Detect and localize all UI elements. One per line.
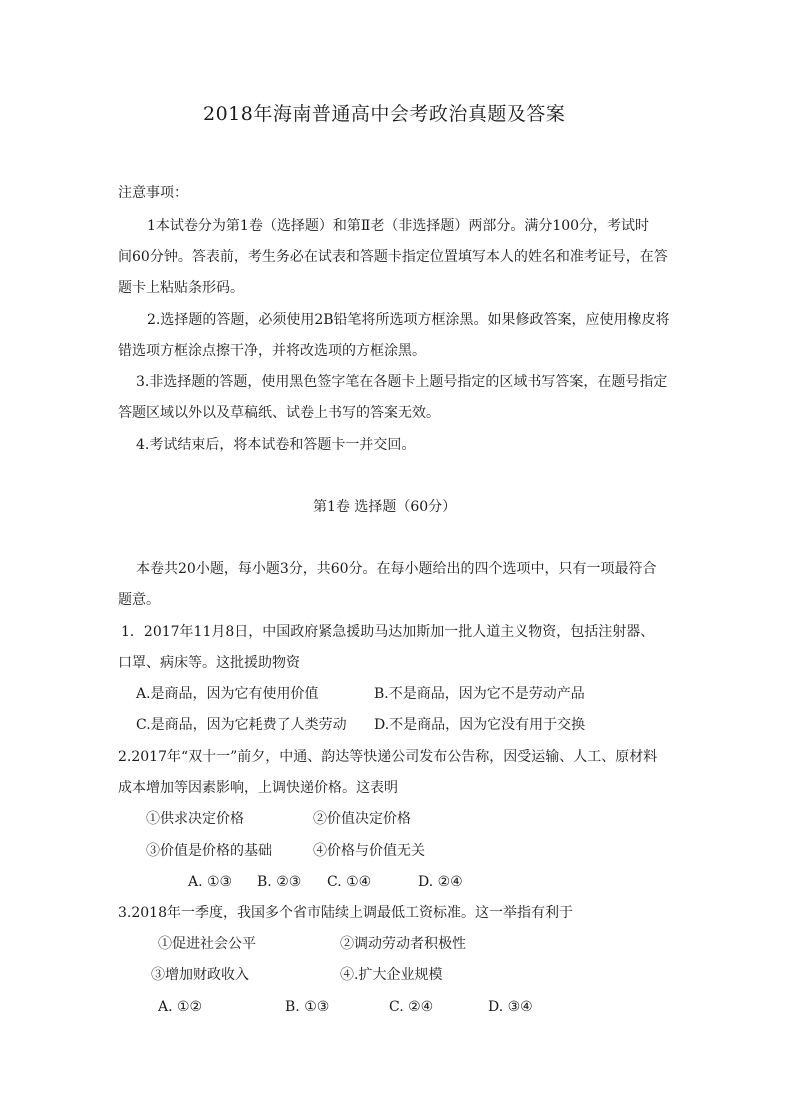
- notice-line: 1本试卷分为第1卷（选择题）和第Ⅱ老（非选择题）两部分。满分100分，考试时: [147, 218, 650, 234]
- page-title: 2018年海南普通高中会考政治真题及答案: [203, 103, 566, 125]
- question-2-option-a: A. ①③: [188, 874, 233, 890]
- notice-line: 答题区域以外以及草稿纸、试卷上书写的答案无效。: [118, 405, 440, 421]
- question-1-option-d: D.不是商品，因为它没有用于交换: [374, 717, 586, 733]
- section-intro: 题意。: [118, 592, 160, 608]
- question-1-option-a: A.是商品，因为它有使用价值: [136, 686, 319, 702]
- section-title: 第1卷 选择题（60分）: [313, 499, 457, 515]
- notice-heading: 注意事项：: [118, 185, 188, 201]
- question-1-option-c: C.是商品，因为它耗费了人类劳动: [136, 717, 347, 733]
- question-1-option-b: B.不是商品，因为它不是劳动产品: [374, 686, 585, 702]
- notice-line: 间60分钟。答表前，考生务必在试表和答题卡指定位置填写本人的姓名和准考证号，在答: [118, 249, 668, 265]
- question-2-stem: 2.2017年“双十一”前夕，中通、韵达等快递公司发布公告称，因受运输、人工、原材料: [118, 749, 658, 765]
- question-2-stem: 成本增加等因素影响，上调快递价格。这表明: [118, 780, 398, 796]
- question-3-option-c: C. ②④: [389, 999, 434, 1015]
- question-3-option-b: B. ①③: [285, 999, 330, 1015]
- question-2-statement-3: ③价值是价格的基础: [146, 843, 272, 859]
- question-1-stem: 口罩、病床等。这批援助物资: [118, 655, 300, 671]
- question-3-stem: 3.2018年一季度，我国多个省市陆续上调最低工资标准。这一举指有利于: [118, 905, 573, 921]
- question-2-option-d: D. ②④: [418, 874, 463, 890]
- question-2-option-c: C. ①④: [327, 874, 372, 890]
- question-2-statement-2: ②价值决定价格: [313, 811, 411, 827]
- notice-line: 题卡上粘贴条形码。: [118, 280, 244, 296]
- question-3-statement-2: ②调动劳动者积极性: [340, 936, 466, 952]
- question-2-statement-4: ④价格与价值无关: [313, 843, 425, 859]
- section-intro: 本卷共20小题，每小题3分，共60分。在每小题给出的四个选项中，只有一项最符合: [136, 561, 657, 577]
- question-3-option-a: A. ①②: [158, 999, 203, 1015]
- question-3-statement-3: ③增加财政收入: [151, 967, 249, 983]
- question-1-stem: 1．2017年11月8日，中国政府紧急援助马达加斯加一批人道主义物资，包括注射器、: [121, 624, 655, 640]
- question-3-statement-1: ①促进社会公平: [158, 936, 256, 952]
- question-3-option-d: D. ③④: [488, 999, 533, 1015]
- notice-line: 4.考试结束后，将本试卷和答题卡一并交回。: [136, 437, 416, 453]
- notice-line: 3.非选择题的答题，使用黑色签字笔在各题卡上题号指定的区域书写答案，在题号指定: [136, 374, 668, 390]
- notice-line: 错选项方框涂点擦干净，并将改选项的方框涂黑。: [118, 343, 426, 359]
- notice-line: 2.选择题的答题，必须使用2B铅笔将所选项方框涂黑。如果修政答案，应使用橡皮将: [147, 312, 670, 328]
- question-3-statement-4: ④.扩大企业规模: [340, 967, 443, 983]
- question-2-statement-1: ①供求决定价格: [146, 811, 244, 827]
- question-2-option-b: B. ②③: [257, 874, 302, 890]
